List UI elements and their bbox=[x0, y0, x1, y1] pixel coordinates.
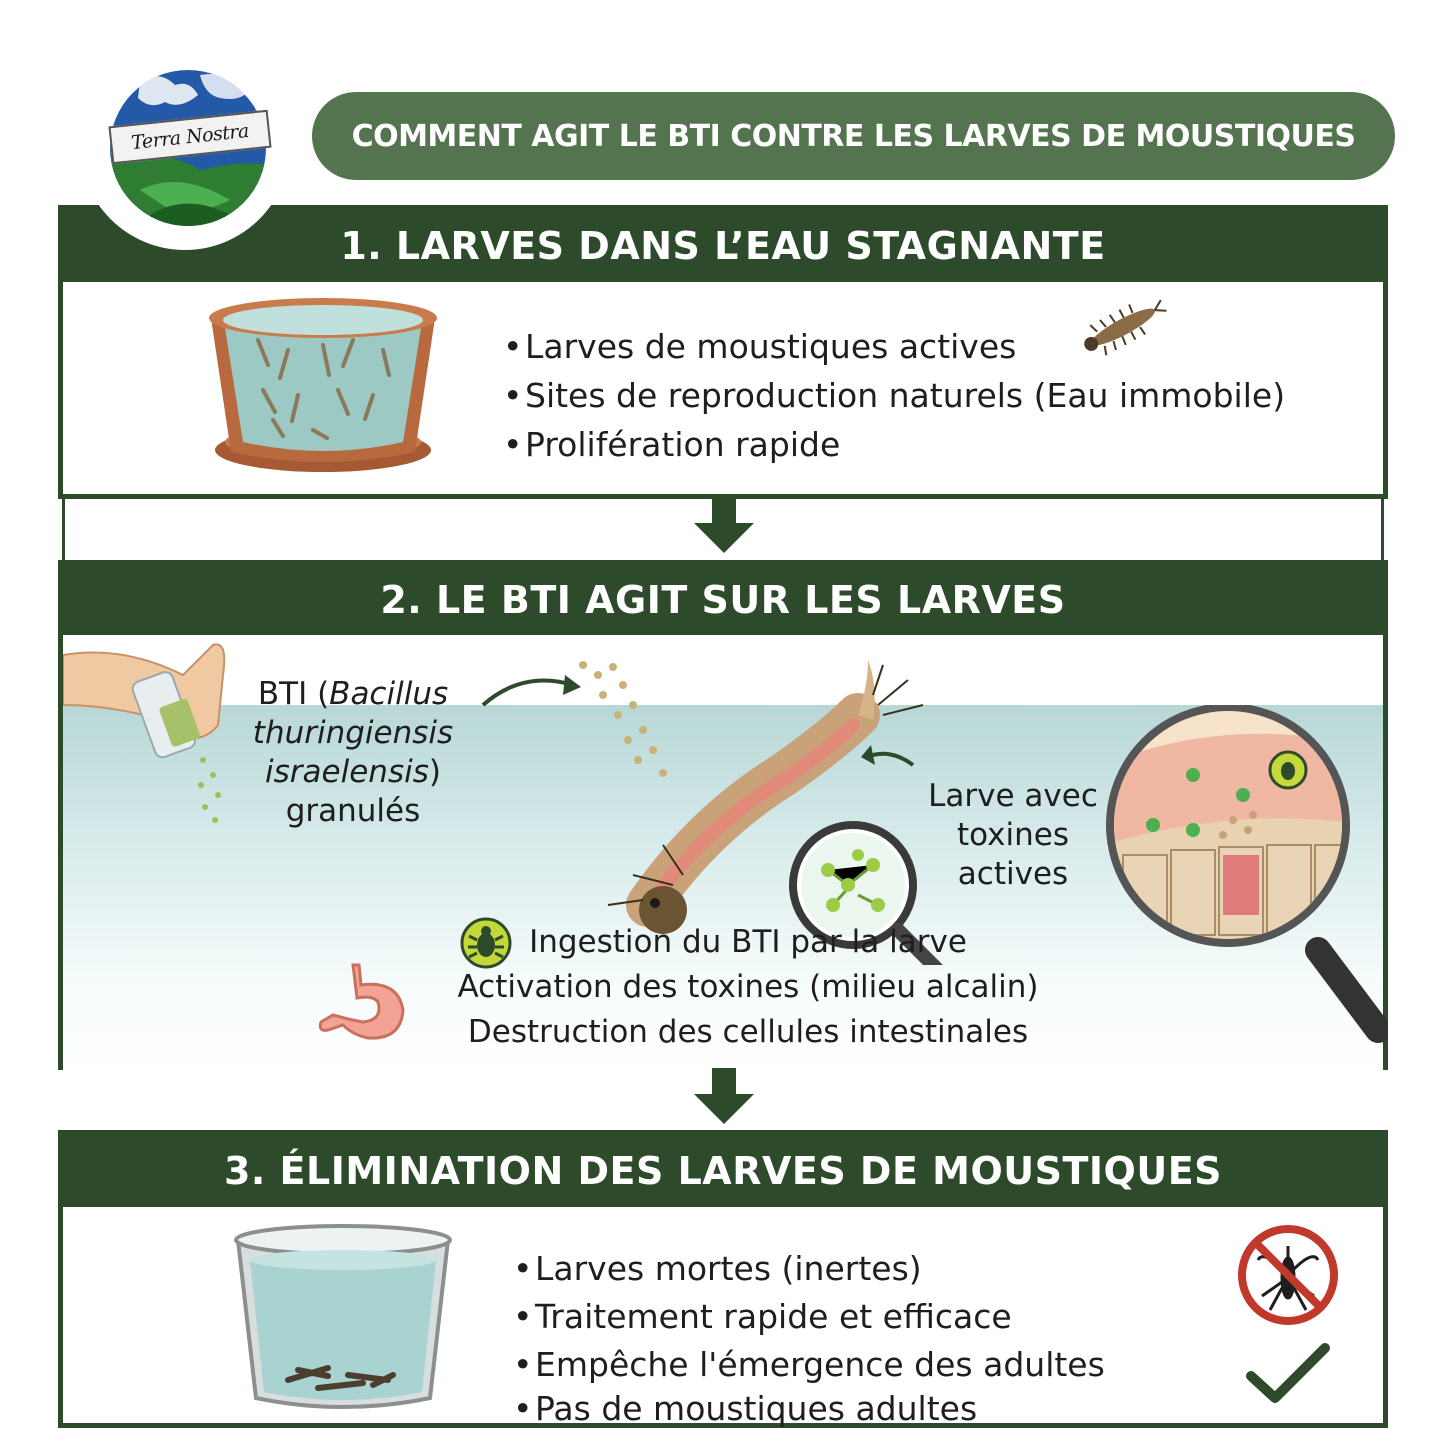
down-arrow-icon bbox=[692, 497, 756, 557]
bti-label bbox=[233, 675, 473, 831]
bti-form: granulés bbox=[285, 793, 421, 829]
hand-icon bbox=[63, 635, 243, 835]
list-item: • Traitement rapide et efficace bbox=[513, 1293, 1105, 1341]
bti-label-prefix: BTI ( bbox=[257, 676, 330, 712]
logo-text: Terra Nostra bbox=[108, 110, 271, 165]
list-item: • Pas de moustiques adultes bbox=[513, 1389, 1105, 1429]
bti-species-line3: israelensis bbox=[265, 754, 429, 790]
cup-with-dead-larvae-icon bbox=[228, 1220, 458, 1420]
section-2-header bbox=[63, 565, 1383, 635]
page-title-text: COMMENT AGIT LE BTI CONTRE LES LARVES DE MOUSTIQUES bbox=[351, 118, 1356, 154]
check-icon bbox=[1243, 1340, 1333, 1410]
list-item: • Larves mortes (inertes) bbox=[513, 1245, 1105, 1293]
section-3-header bbox=[63, 1135, 1383, 1207]
section-2-title: 2. LE BTI AGIT SUR LES LARVES bbox=[380, 578, 1066, 622]
logo bbox=[80, 40, 290, 250]
section-bti-agit bbox=[58, 560, 1388, 1070]
larve-label-line: actives bbox=[957, 856, 1069, 892]
larve-label-line: toxines bbox=[957, 817, 1069, 853]
down-arrow-icon bbox=[692, 1068, 756, 1128]
section-3-bullets bbox=[513, 1245, 1105, 1429]
larve-label bbox=[908, 777, 1118, 894]
magnifier-icon bbox=[1103, 705, 1388, 1065]
list-item: • Sites de reproduction naturels (Eau immobile) bbox=[503, 371, 1285, 420]
bti-species-line2: thuringiensis bbox=[252, 715, 454, 751]
step-activation: Activation des toxines (milieu alcalin) bbox=[457, 969, 1039, 1005]
pot-with-larvae-icon bbox=[203, 290, 443, 490]
section-3-title: 3. ÉLIMINATION DES LARVES DE MOUSTIQUES bbox=[223, 1149, 1223, 1193]
no-mosquito-icon bbox=[1233, 1220, 1343, 1330]
bti-label-suffix: ) bbox=[428, 754, 441, 790]
bti-steps bbox=[408, 920, 1088, 1055]
list-item: • Empêche l'émergence des adultes bbox=[513, 1341, 1105, 1389]
section-elimination bbox=[58, 1130, 1388, 1428]
larva-icon bbox=[1073, 292, 1173, 362]
step-destruction: Destruction des cellules intestinales bbox=[467, 1014, 1029, 1050]
section-1-title: 1. LARVES DANS L’EAU STAGNANTE bbox=[340, 224, 1106, 268]
list-item: • Prolifération rapide bbox=[503, 420, 1285, 469]
bti-species-line1: Bacillus bbox=[329, 676, 449, 712]
list-item: • Larves de moustiques actives bbox=[503, 322, 1285, 371]
larve-label-line: Larve avec bbox=[928, 778, 1098, 814]
page-title bbox=[312, 92, 1395, 180]
step-ingestion: Ingestion du BTI par la larve bbox=[529, 924, 967, 960]
stomach-icon bbox=[313, 960, 413, 1050]
